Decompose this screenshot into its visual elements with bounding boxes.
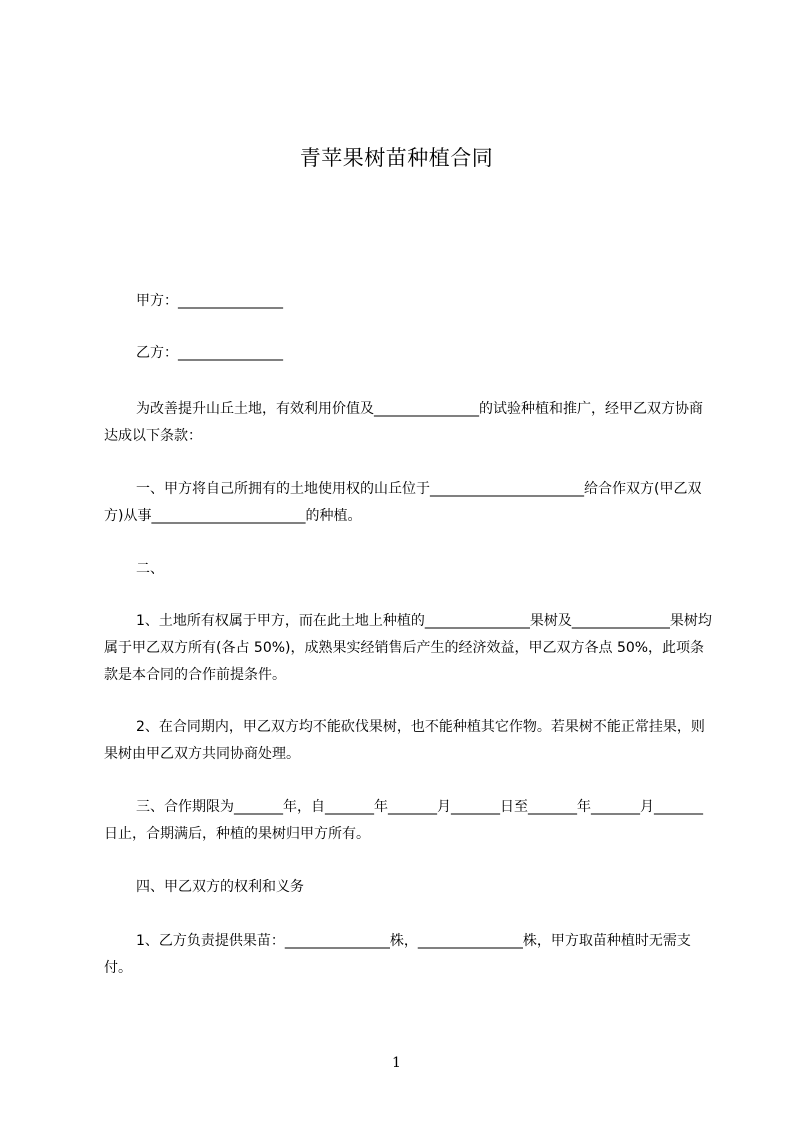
page-title: 青苹果树苗种植合同 (299, 146, 494, 170)
clause-2-heading: 二、 (136, 561, 164, 577)
party-b-line: 乙方：_______________ (136, 345, 283, 361)
clause-1-paragraph: 一、甲方将自己所拥有的土地使用权的山丘位于______________________给合作双方(甲乙双方)从事______________________的种植。 (104, 481, 702, 524)
clause-4-heading: 四、甲乙双方的权利和义务 (136, 879, 304, 895)
page-number: 1 (392, 1055, 401, 1071)
intro-paragraph: 为改善提升山丘土地，有效利用价值及_______________的试验种植和推广，经甲乙双方协商达成以下条款： (104, 401, 703, 444)
clause-2-2-paragraph: 2、在合同期内，甲乙双方均不能砍伐果树，也不能种植其它作物。若果树不能正常挂果，则果树由甲乙双方共同协商处理。 (104, 719, 705, 762)
clause-2-1-paragraph: 1、土地所有权属于甲方，而在此土地上种植的_______________果树及______________果树均属于甲乙双方所有(各占 50%)，成熟果实经销售后产生的经济效益，甲乙双方各点 50%，此项条款是本合同的合作前提条件。 (104, 613, 712, 683)
clause-4-1-paragraph: 1、乙方负责提供果苗：_______________株，_______________株，甲方取苗种植时无需支付。 (104, 933, 691, 976)
party-a-line: 甲方：_______________ (136, 293, 283, 309)
clause-3-paragraph: 三、合作期限为_______年，自_______年_______月_______日至_______年_______月_______日止，合期满后，种植的果树归甲方所有。 (104, 799, 703, 842)
